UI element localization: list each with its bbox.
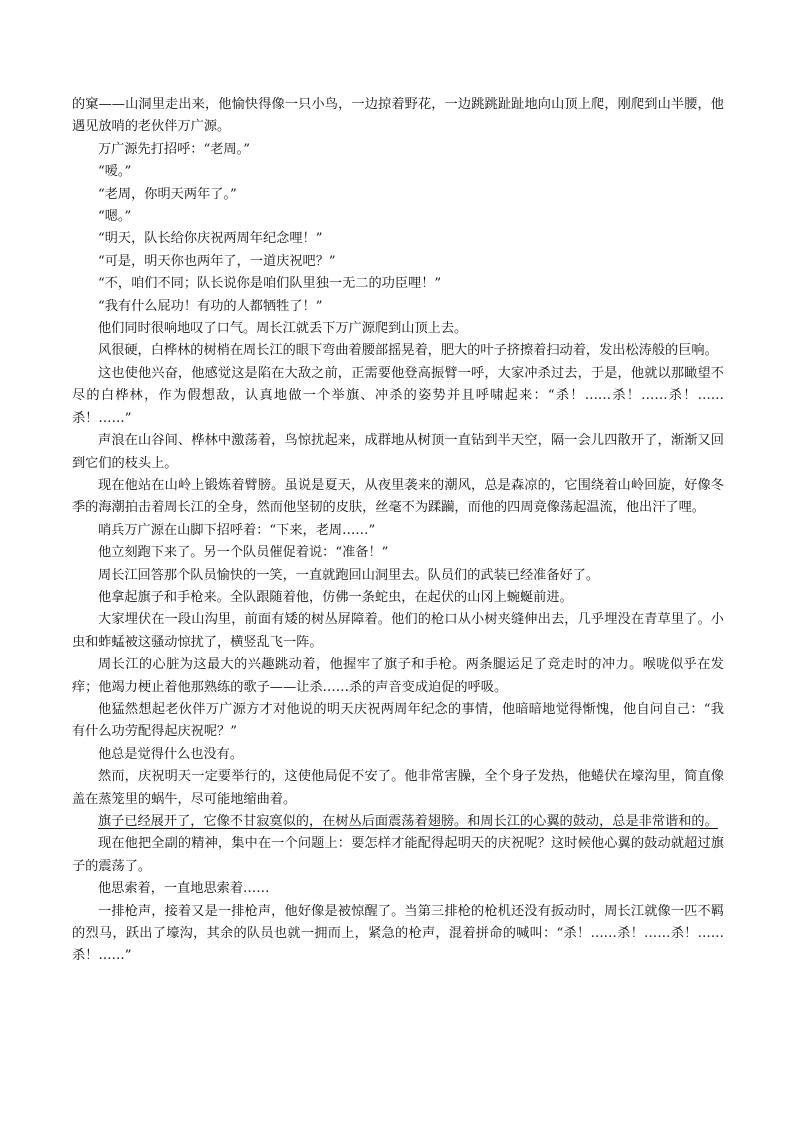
paragraph-8: “不，咱们不同；队长说你是咱们队里独一无二的功臣哩！” — [98, 276, 442, 292]
article-body — [72, 94, 724, 968]
paragraph-1: 的窠——山洞里走出来，他愉快得像一只小鸟，一边掠着野花，一边跳跳趾趾地向山顶上爬，刚爬到山半腰，他遇见放哨的老伙伴万广源。 — [72, 97, 724, 135]
paragraph-17: 周长江回答那个队员愉快的一笑，一直就跑回山洞里去。队员们的武装已经准备好了。 — [98, 567, 600, 583]
paragraph-11: 风很硬，白桦林的树梢在周长江的眼下弯曲着腰部摇晃着，肥大的叶子挤擦着扫动着，发出松涛般的巨响。 — [98, 343, 718, 359]
paragraph-5: “嗯。” — [98, 209, 132, 225]
paragraph-19: 大家埋伏在一段山沟里，前面有矮的树丛屏障着。他们的枪口从小树夹缝伸出去，几乎埋没在青草里了。小虫和蚱蜢被这骚动惊扰了，横竖乱飞一阵。 — [72, 612, 724, 650]
paragraph-7: “可是，明天你也两年了，一道庆祝吧？” — [98, 253, 336, 269]
paragraph-2: 万广源先打招呼：“老周。” — [98, 141, 250, 157]
paragraph-13: 声浪在山谷间、桦林中激荡着，鸟惊扰起来，成群地从树顶一直钻到半天空，隔一会儿四散开了，渐渐又回到它们的枝头上。 — [72, 433, 724, 471]
paragraph-21: 他猛然想起老伙伴万广源方才对他说的明天庆祝两周年纪念的事情，他暗暗地觉得惭愧，他自问自己：“我有什么功劳配得起庆祝呢？” — [72, 701, 724, 740]
paragraph-10: 他们同时很响地叹了口气。周长江就丢下万广源爬到山顶上去。 — [98, 321, 468, 337]
paragraph-12: 这也使他兴奋，他感觉这是陷在大敌之前，正需要他登高振臂一呼，大家冲杀过去，于是，他就以那瞰望不尽的白桦林，作为假想敌，认真地做一个举旗、冲杀的姿势并且呼啸起来：“杀！……杀！……杀！……杀！……” — [72, 365, 724, 426]
paragraph-20: 周长江的心脏为这最大的兴趣跳动着，他握牢了旗子和手枪。两条腿运足了竞走时的冲力。喉咙似乎在发痒；他竭力梗止着他那熟练的歌子——让杀……杀的声音变成迫促的呼吸。 — [72, 657, 724, 695]
paragraph-23: 然而，庆祝明天一定要举行的，这使他局促不安了。他非常害臊，全个身子发热，他蜷伏在壕沟里，简直像盖在蒸笼里的蜗牛，尽可能地缩曲着。 — [72, 769, 724, 807]
paragraph-27: 一排枪声，接着又是一排枪声，他好像是被惊醒了。当第三排枪的枪机还没有扳动时，周长江就像一匹不羁的烈马，跃出了壕沟，其余的队员也就一拥而上，紧急的枪声，混着拼命的喊叫：“杀！……杀！……杀！……杀！……” — [72, 903, 724, 964]
paragraph-4: “老周，你明天两年了。” — [98, 186, 237, 202]
paragraph-18: 他拿起旗子和手枪来。全队跟随着他，仿佛一条蛇虫，在起伏的山冈上蜿蜒前进。 — [98, 589, 573, 605]
paragraph-26: 他思索着，一直地思索着…… — [98, 881, 270, 897]
paragraph-25: 现在他把全副的精神，集中在一个问题上：要怎样才能配得起明天的庆祝呢？这时候他心翼的鼓动就超过旗子的震荡了。 — [72, 836, 724, 874]
underlined-paragraph: 旗子已经展开了，它像不甘寂寞似的，在树丛后面震荡着翅膀。和周长江的心翼的鼓动，总是非常谐和的。 — [98, 814, 718, 829]
paragraph-3: “嗳。” — [98, 164, 132, 180]
paragraph-22: 他总是觉得什么也没有。 — [98, 746, 244, 762]
paragraph-6: “明天，队长给你庆祝两周年纪念哩！” — [98, 231, 323, 247]
paragraph-14: 现在他站在山岭上锻炼着臂膀。虽说是夏天，从夜里袭来的潮风，总是森凉的，它围绕着山岭回旋，好像冬季的海潮拍击着周长江的全身，然而他坚韧的皮肤，丝毫不为蹂躏，而他的四周竟像荡起温流，他出汗了哩。 — [72, 477, 724, 516]
paragraph-15: 哨兵万广源在山脚下招呼着：“下来，老周……” — [98, 522, 376, 538]
paragraph-9: “我有什么屁功！有功的人都牺牲了！” — [98, 298, 323, 314]
paragraph-16: 他立刻跑下来了。另一个队员催促着说：“准备！” — [98, 545, 389, 561]
